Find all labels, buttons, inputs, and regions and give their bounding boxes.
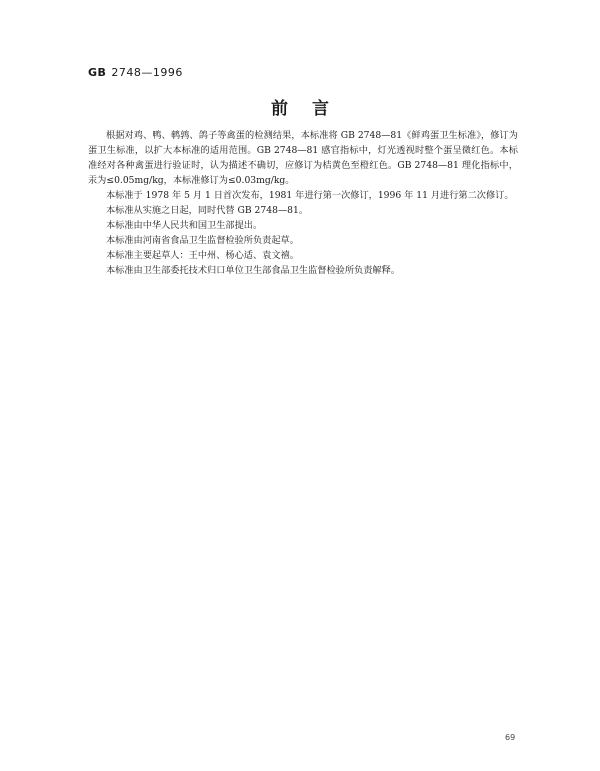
paragraph-drafting-unit: 本标准由河南省食品卫生监督检验所负责起草。 [106,235,299,246]
page-number: 69 [505,733,516,742]
foreword-body [88,128,518,278]
standard-prefix: GB [88,66,107,79]
paragraph-proposer: 本标准由中华人民共和国卫生部提出。 [106,220,263,231]
page-title: 前言 [271,99,353,119]
paragraph-replacement: 本标准从实施之日起，同时代替 GB 2748—81。 [106,205,309,216]
paragraph-interpretation: 本标准由卫生部委托技术归口单位卫生部食品卫生监督检验所负责解释。 [106,265,400,276]
paragraph-publication-history: 本标准于 1978 年 5 月 1 日首次发布，1981 年进行第一次修订，1996 年 11 月进行第二次修订。 [106,190,514,201]
standard-number: 2748—1996 [111,66,183,79]
paragraph-revision-basis: 根据对鸡、鸭、鹌鹑、鸽子等禽蛋的检测结果，本标准将 GB 2748—81《鲜鸡蛋卫生标准》，修订为蛋卫生标准，以扩大本标准的适用范围。GB 2748—81 感官指标中，灯光透视时整个蛋呈微红色。本标准经对各种禽蛋进行验证时，认为描述不确切，应修订为桔黄色至橙红色。GB 2748—81 理化指标中，汞为≤0.05mg/kg，本标准修订为≤0.03mg/kg。 [88,130,518,186]
standard-code [88,66,183,79]
paragraph-drafters: 本标准主要起草人：王中州、杨心适、袁文禧。 [106,250,299,261]
